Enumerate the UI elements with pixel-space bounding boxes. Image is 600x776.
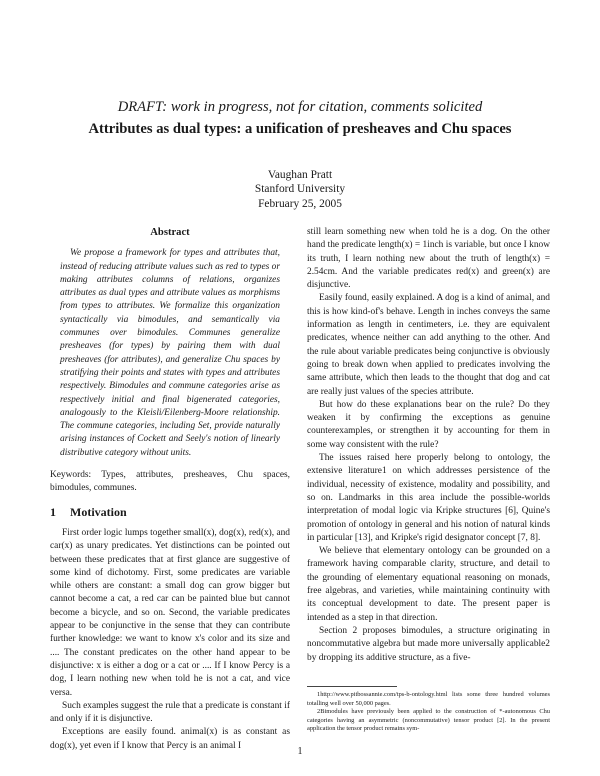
left-column xyxy=(50,226,290,753)
draft-notice: DRAFT: work in progress, not for citation, comments solicited xyxy=(117,99,483,115)
footnotes xyxy=(307,686,550,734)
footnote-rule xyxy=(307,686,397,687)
paragraph: The issues raised here properly belong to ontology, the extensive literature1 on which addresses persistence of the individual, necessity of existence, modality and possibility, and so on. Landmarks in this area include the possible-worlds interpretation of modal logic via Kripke structures [6], Quine's promotion of ontology in general and his notion of natural kinds in particular [13], and Kripke's rigid designator concept [7, 8]. xyxy=(307,453,550,543)
author-affiliation: Stanford University xyxy=(254,183,346,195)
section-number: 1 xyxy=(50,504,56,519)
paper-date: February 25, 2005 xyxy=(258,198,342,210)
paragraph: But how do these explanations bear on the rule? Do they weaken it by confirming the exceptions as genuine counterexamples, or strengthen it by accounting for them in some way consistent with the rule? xyxy=(307,399,550,450)
paragraph: Section 2 proposes bimodules, a structure originating in noncommutative algebra but made more universally applicable2 by dropping its additive structure, as a five- xyxy=(307,625,550,663)
abstract-heading: Abstract xyxy=(150,227,190,238)
footnote: 2Bimodules have previously been applied to the construction of *-autonomous Chu categories having an asymmetric (noncommutative) tensor product [2]. In the present application the tensor product remains sym- xyxy=(307,708,550,733)
footnote: 1http://www.pitbossannie.com/tps-b-ontology.html lists some three hundred volumes totalling well over 50,000 pages. xyxy=(307,691,550,707)
section-title: Motivation xyxy=(70,504,127,519)
paragraph: We believe that elementary ontology can be grounded on a framework having comparable clarity, structure, and detail to the grounding of elementary equational reasoning on monads, free algebras, and varieties, while maintaining continuity with its conceptual development to date. The present paper is intended as a step in that direction. xyxy=(307,546,550,623)
right-column xyxy=(307,226,550,665)
paragraph: First order logic lumps together small(x), dog(x), red(x), and car(x) as unary predicates. Yet distinctions can be pointed out between these predicates that at first glance are suggestive of some kind of dichotomy. First, some predicates are variable while others are constant: a small dog can grow bigger but cannot become a cat, a red car can be painted blue but cannot become a bicycle, and so on. Second, the variable predicates appear to be conjunctive in the sense that they can contribute further knowledge: we want to know x's color and its size and .... The constant predicates on the other hand appear to be disjunctive: x is either a dog or a cat or .... If I know Percy is a dog, I learn nothing new when told he is not a cat, and vice versa. xyxy=(50,527,290,698)
page-number: 1 xyxy=(297,746,303,757)
paper-title: Attributes as dual types: a unification of presheaves and Chu spaces xyxy=(88,121,512,137)
keywords: Keywords: Types, attributes, presheaves, Chu spaces, bimodules, communes. xyxy=(50,470,290,494)
paragraph: still learn something new when told he is a dog. On the other hand the predicate length(x) = 1inch is variable, but once I know its truth, I learn nothing new about the truth of length(x) = 2.54cm. And the variable predicates red(x) and green(x) are disjunctive. xyxy=(307,227,550,291)
abstract-text: We propose a framework for types and attributes that, instead of reducing attribute values such as red to types or making attributes columns of relations, organizes attributes as dual types and attribute values as morphisms from types to attributes. We formalize this organization syntactically via bimodules, and semantically via communes over bimodules. Communes generalize presheaves (for types) by pairing them with dual presheaves (for attributes), and generalize Chu spaces by stratifying their points and states with types and attributes respectively. Bimodules and commune categories arise as respectively initial and final bigenerated categories, analogously to the Kleisli/Eilenberg-Moore relationship. The commune categories, including Set, provide naturally arising instances of Cockett and Seely's notion of linearly distributive category without units. xyxy=(60,248,280,458)
author-name: Vaughan Pratt xyxy=(267,169,333,181)
paragraph: Exceptions are easily found. animal(x) is as constant as dog(x), yet even if I know that Percy is an animal I xyxy=(50,727,290,751)
paragraph: Such examples suggest the rule that a predicate is constant if and only if it is disjunctive. xyxy=(50,700,290,725)
paragraph: Easily found, easily explained. A dog is a kind of animal, and this is how kind-of's behave. Length in inches conveys the same information as length in centimeters, i.e. they are equivalent predicates, whence neither can add anything to the other. And the rule about variable predicates being conjunctive is obviously going to break down when applied to predicates involving the same attribute, which then leads to the thought that dog and cat are really just values of the species attribute. xyxy=(307,293,550,397)
section-heading xyxy=(50,506,290,519)
